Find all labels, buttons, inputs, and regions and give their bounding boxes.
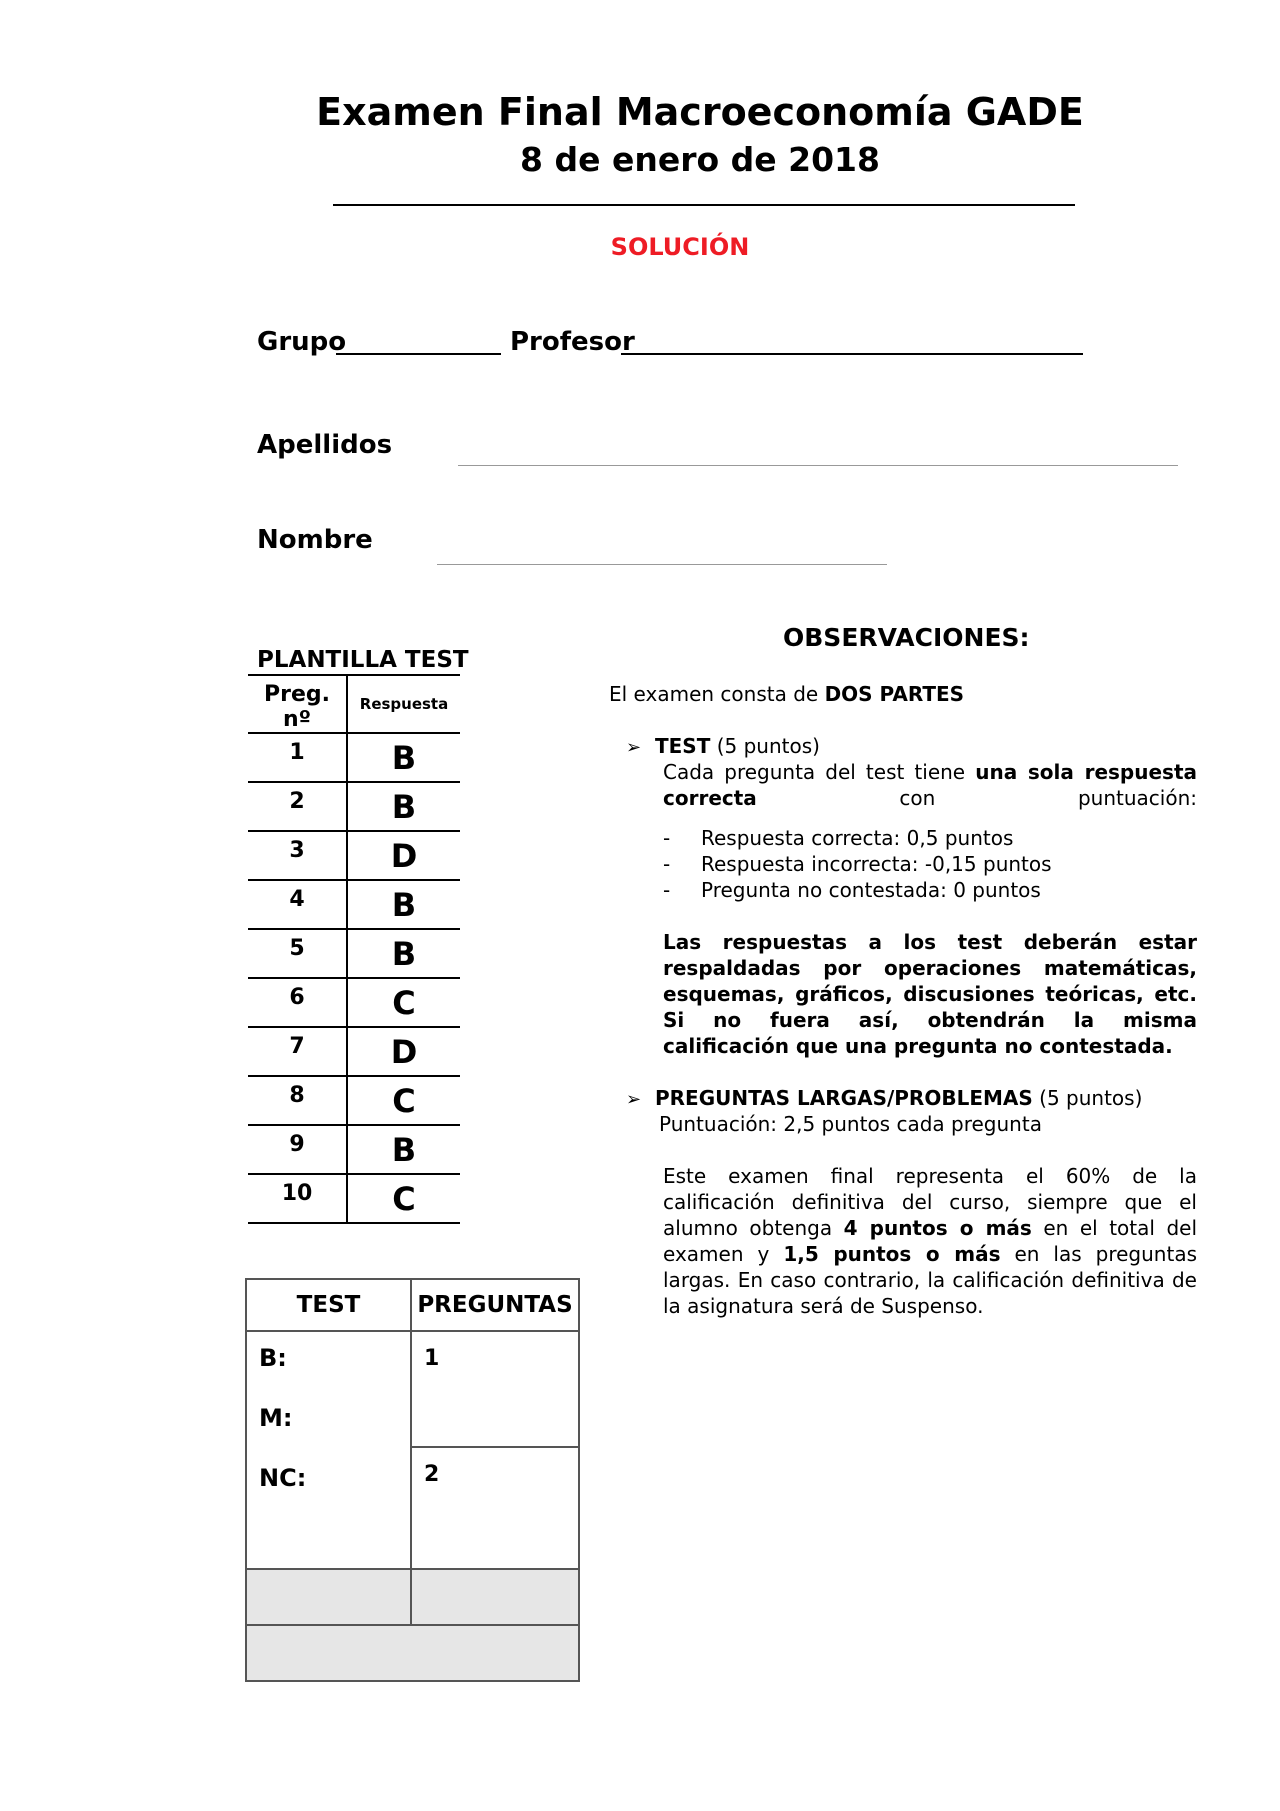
pregunta-1-cell: 1 xyxy=(411,1331,579,1447)
test-description: Cada pregunta del test tiene una sola respuesta correcta con puntuación: xyxy=(663,760,1197,810)
test-warning: Las respuestas a los test deberán estar respaldadas por operaciones matemáticas, esquemas, gráficos, discusiones teóricas, etc. Si no fuera así, obtendrán la misma calificación que una pregunta no contestada. xyxy=(663,930,1197,1058)
test-section-heading: TEST (5 puntos) xyxy=(655,734,820,758)
answer-letter: B xyxy=(347,782,460,831)
nombre-field[interactable] xyxy=(437,564,887,565)
plantilla-row xyxy=(248,929,460,978)
question-number: 4 xyxy=(248,880,347,929)
apellidos-label: Apellidos xyxy=(257,430,393,460)
plantilla-row xyxy=(248,1174,460,1223)
observaciones-heading: OBSERVACIONES: xyxy=(783,623,1030,652)
observaciones-intro: El examen consta de DOS PARTES xyxy=(609,682,965,706)
question-number: 7 xyxy=(248,1027,347,1076)
grupo-field[interactable] xyxy=(336,353,501,355)
list-item: - Respuesta incorrecta: -0,15 puntos xyxy=(663,851,1197,877)
question-number: 5 xyxy=(248,929,347,978)
plantilla-title: PLANTILLA TEST xyxy=(257,647,469,673)
scoring-list xyxy=(663,825,1197,903)
list-item: - Pregunta no contestada: 0 puntos xyxy=(663,877,1197,903)
problems-section-heading: PREGUNTAS LARGAS/PROBLEMAS (5 puntos) xyxy=(655,1086,1143,1110)
plantilla-row xyxy=(248,1027,460,1076)
profesor-field[interactable] xyxy=(621,353,1083,355)
exam-date: 8 de enero de 2018 xyxy=(520,140,880,179)
score-preguntas-header: PREGUNTAS xyxy=(411,1279,579,1331)
question-number: 3 xyxy=(248,831,347,880)
profesor-label: Profesor xyxy=(510,327,635,357)
score-table xyxy=(245,1278,580,1682)
arrow-bullet-icon: ➢ xyxy=(626,1089,642,1110)
answer-letter: D xyxy=(347,831,460,880)
score-test-header: TEST xyxy=(246,1279,411,1331)
question-number: 8 xyxy=(248,1076,347,1125)
m-label: M: xyxy=(259,1404,293,1432)
answer-letter: B xyxy=(347,733,460,782)
col-answer-header: Respuesta xyxy=(347,675,460,733)
arrow-bullet-icon: ➢ xyxy=(626,737,642,758)
answer-letter: B xyxy=(347,929,460,978)
answer-letter: B xyxy=(347,1125,460,1174)
plantilla-row xyxy=(248,880,460,929)
problems-score: Puntuación: 2,5 puntos cada pregunta xyxy=(659,1112,1042,1136)
question-number: 1 xyxy=(248,733,347,782)
solution-label: SOLUCIÓN xyxy=(610,233,750,261)
nc-label: NC: xyxy=(259,1464,307,1492)
answer-letter: C xyxy=(347,1076,460,1125)
question-number: 6 xyxy=(248,978,347,1027)
plantilla-table xyxy=(248,674,460,1224)
plantilla-row xyxy=(248,831,460,880)
apellidos-field[interactable] xyxy=(458,465,1178,466)
list-item: - Respuesta correcta: 0,5 puntos xyxy=(663,825,1197,851)
answer-letter: C xyxy=(347,1174,460,1223)
question-number: 9 xyxy=(248,1125,347,1174)
nombre-label: Nombre xyxy=(257,525,373,555)
exam-title: Examen Final Macroeconomía GADE xyxy=(316,90,1084,134)
test-total-cell xyxy=(246,1569,411,1625)
final-note: Este examen final representa el 60% de la calificación definitiva del curso, siempre que el alumno obtenga 4 puntos o más en el total del examen y 1,5 puntos o más en las preguntas largas. En caso contrario, la calificación definitiva de la asignatura será de Suspenso. xyxy=(663,1164,1197,1318)
test-tally-cell xyxy=(246,1331,411,1569)
b-label: B: xyxy=(259,1344,287,1372)
header-divider xyxy=(333,204,1075,206)
plantilla-row xyxy=(248,1076,460,1125)
answer-letter: C xyxy=(347,978,460,1027)
pregunta-2-cell: 2 xyxy=(411,1447,579,1569)
plantilla-row xyxy=(248,978,460,1027)
plantilla-row xyxy=(248,1125,460,1174)
grupo-label: Grupo xyxy=(257,327,347,357)
plantilla-row xyxy=(248,733,460,782)
answer-letter: D xyxy=(347,1027,460,1076)
question-number: 10 xyxy=(248,1174,347,1223)
question-number: 2 xyxy=(248,782,347,831)
grand-total-cell xyxy=(246,1625,579,1681)
preguntas-total-cell xyxy=(411,1569,579,1625)
answer-letter: B xyxy=(347,880,460,929)
plantilla-row xyxy=(248,782,460,831)
col-question-header: Preg. nº xyxy=(248,675,347,733)
